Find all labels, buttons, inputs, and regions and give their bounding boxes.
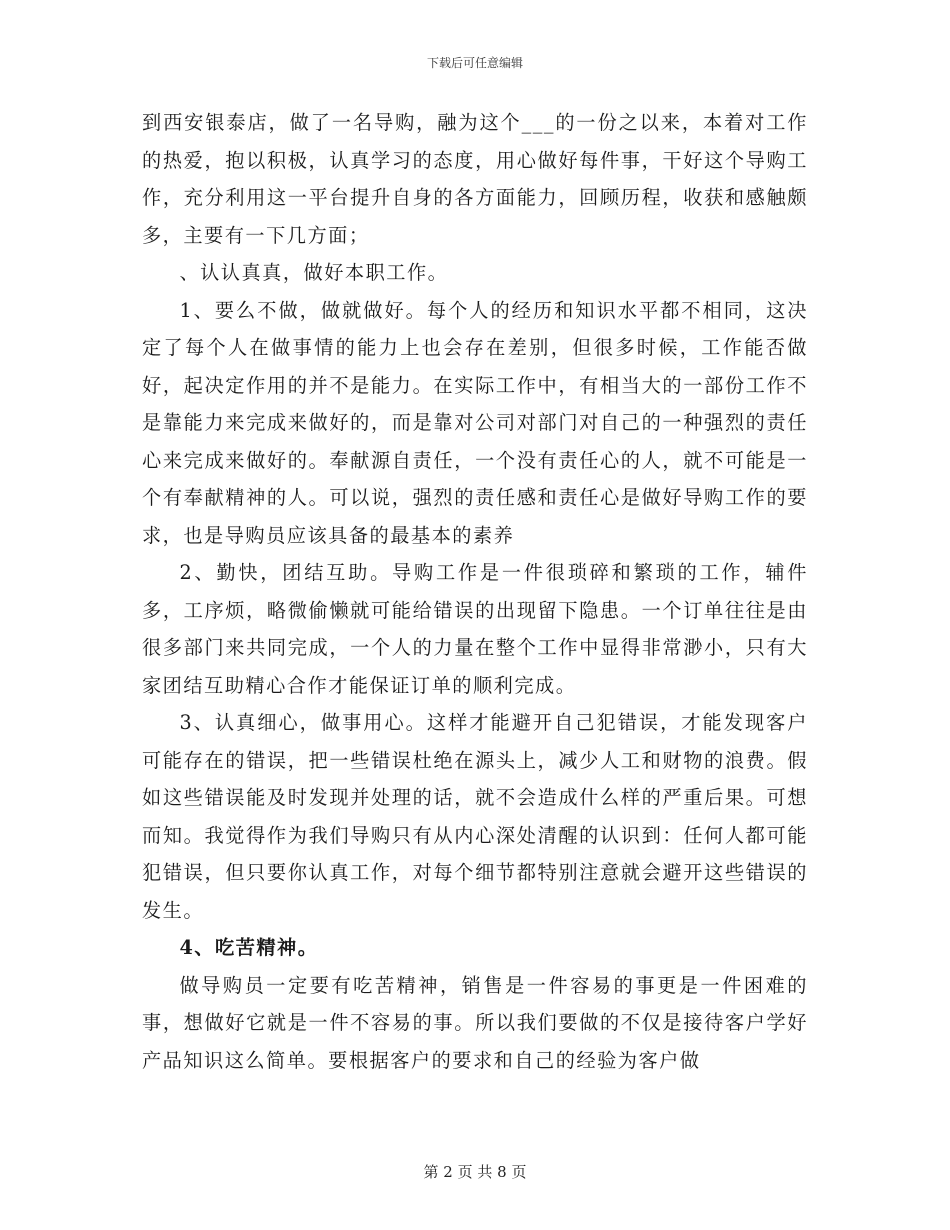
paragraph-point-3: 3、认真细心，做事用心。这样才能避开自己犯错误，才能发现客户可能存在的错误，把一些错误杜绝在源头上，减少人工和财物的浪费。假如这些错误能及时发现并处理的话，就不会造成什么样的严重后果。可想而知。我觉得作为我们导购只有从内心深处清醒的认识到：任何人都可能犯错误，但只要你认真工作，对每个细节都特别注意就会避开这些错误的发生。 [142, 711, 808, 922]
page-number: 第 2 页 共 8 页 [423, 1163, 527, 1181]
heading-point-4: 4、吃苦精神。 [179, 936, 319, 959]
section-heading: 、认认真真，做好本职工作。 [179, 261, 449, 284]
paragraph-point-4: 做导购员一定要有吃苦精神，销售是一件容易的事更是一件困难的事，想做好它就是一件不容易的事。所以我们要做的不仅是接待客户学好产品知识这么简单。要根据客户的要求和自己的经验为客户做 [142, 973, 808, 1072]
document-body [142, 104, 808, 1079]
paragraph-point-1: 1、要么不做，做就做好。每个人的经历和知识水平都不相同，这决定了每个人在做事情的能力上也会存在差别，但很多时候，工作能否做好，起决定作用的并不是能力。在实际工作中，有相当大的一部份工作不是靠能力来完成来做好的，而是靠对公司对部门对自己的一种强烈的责任心来完成来做好的。奉献源自责任，一个没有责任心的人，就不可能是一个有奉献精神的人。可以说，强烈的责任感和责任心是做好导购工作的要求，也是导购员应该具备的最基本的素养 [142, 298, 808, 547]
page-header: 下载后可任意编辑 [426, 56, 523, 70]
paragraph-intro: 到西安银泰店，做了一名导购，融为这个___的一份之以来，本着对工作的热爱，抱以积极，认真学习的态度，用心做好每件事，干好这个导购工作，充分利用这一平台提升自身的各方面能力，回顾历程，收获和感触颇多，主要有一下几方面； [142, 111, 808, 247]
paragraph-point-2: 2、勤快，团结互助。导购工作是一件很琐碎和繁琐的工作，辅件多，工序烦，略微偷懒就可能给错误的出现留下隐患。一个订单往往是由很多部门来共同完成，一个人的力量在整个工作中显得非常渺小，只有大家团结互助精心合作才能保证订单的顺利完成。 [142, 561, 808, 697]
